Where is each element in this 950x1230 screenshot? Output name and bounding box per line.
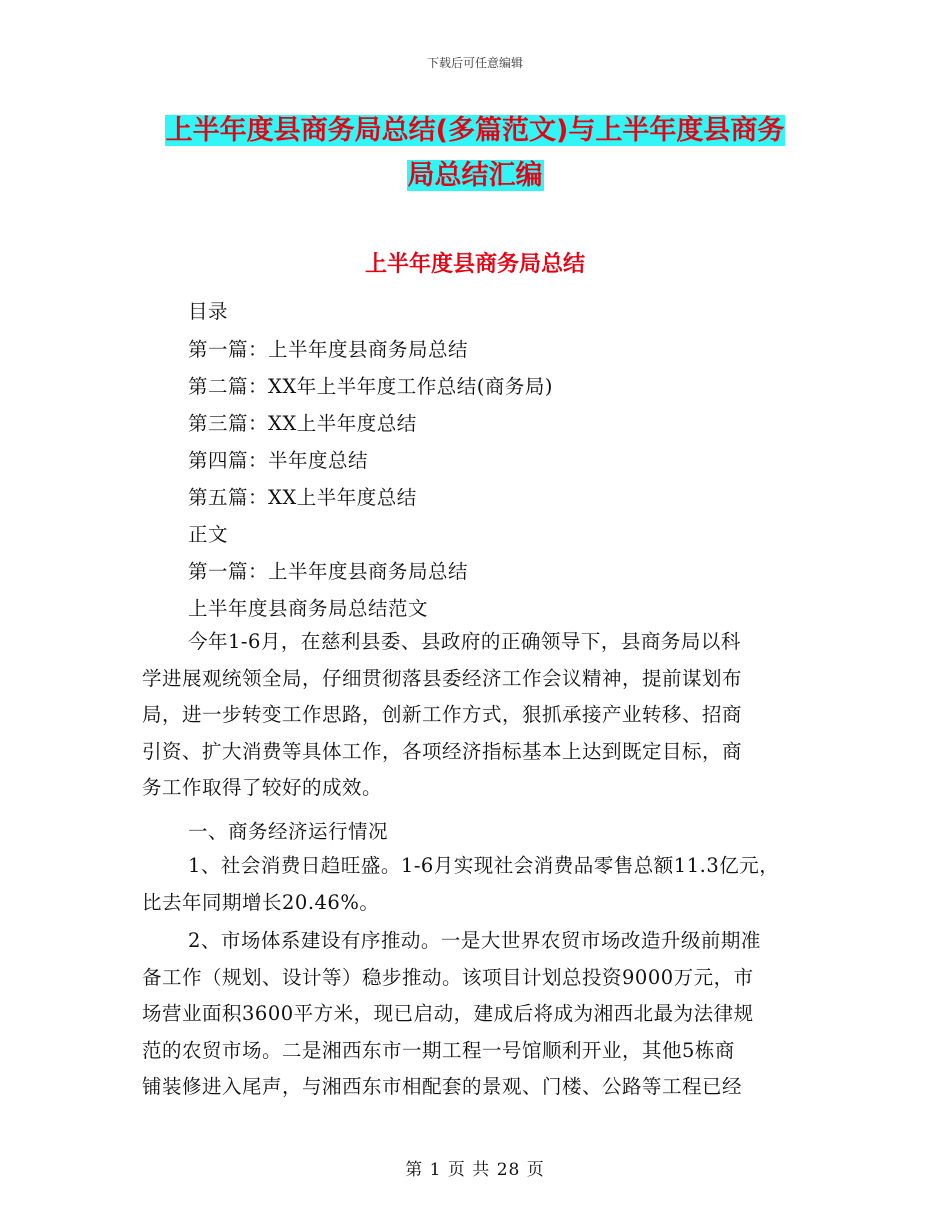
- toc-item-4: 第四篇：半年度总结: [188, 449, 369, 472]
- document-title: [150, 108, 800, 198]
- document-title-line-1: 上半年度县商务局总结(多篇范文)与上半年度县商务: [165, 115, 785, 146]
- document-title-line-2: 局总结汇编: [407, 160, 543, 191]
- toc-item-5: 第五篇：XX上半年度总结: [188, 486, 417, 509]
- text-line: 范的农贸市场。二是湘西东市一期工程一号馆顺利开业，其他5栋商: [142, 1038, 735, 1062]
- body-label: 正文: [188, 523, 229, 546]
- paragraph-consumption: [142, 848, 832, 921]
- text-line: 务工作取得了较好的成效。: [142, 776, 383, 799]
- toc-item-3: 第三篇：XX上半年度总结: [188, 412, 417, 435]
- paragraph-intro: [142, 624, 832, 807]
- text-line: 比去年同期增长20.46%。: [142, 890, 380, 914]
- text-line: 1、社会消费日趋旺盛。1-6月实现社会消费品零售总额11.3亿元，: [188, 854, 780, 877]
- text-line: 局，进一步转变工作思路，创新工作方式，狠抓承接产业转移、招商: [142, 703, 743, 726]
- body-doc-title: 上半年度县商务局总结范文: [188, 597, 429, 620]
- text-line: 备工作（规划、设计等）稳步推动。该项目计划总投资9000万元，市: [142, 965, 754, 989]
- toc-item-1: 第一篇：上半年度县商务局总结: [188, 338, 469, 361]
- page-number: 第 1 页 共 28 页: [405, 1160, 545, 1180]
- text-line: 学进展观统领全局，仔细贯彻落县委经济工作会议精神，提前谋划布: [142, 666, 743, 690]
- toc-item-2: 第二篇：XX年上半年度工作总结(商务局): [188, 375, 553, 398]
- body-section-title: 第一篇：上半年度县商务局总结: [188, 560, 469, 583]
- toc-heading: 目录: [188, 300, 229, 323]
- text-line: 场营业面积3600平方米，现已启动，建成后将成为湘西北最为法律规: [142, 1002, 754, 1025]
- paragraph-market-system: [142, 923, 832, 1106]
- heading-business-operation: 一、商务经济运行情况: [188, 820, 389, 843]
- header-note: 下载后可任意编辑: [426, 56, 523, 70]
- text-line: 2、市场体系建设有序推动。一是大世界农贸市场改造升级前期准: [188, 929, 761, 952]
- section-title: 上半年度县商务局总结: [364, 252, 585, 277]
- text-line: 引资、扩大消费等具体工作，各项经济指标基本上达到既定目标，商: [142, 739, 743, 763]
- text-line: 铺装修进入尾声，与湘西东市相配套的景观、门楼、公路等工程已经: [142, 1075, 743, 1098]
- text-line: 今年1-6月，在慈利县委、县政府的正确领导下，县商务局以科: [188, 630, 741, 653]
